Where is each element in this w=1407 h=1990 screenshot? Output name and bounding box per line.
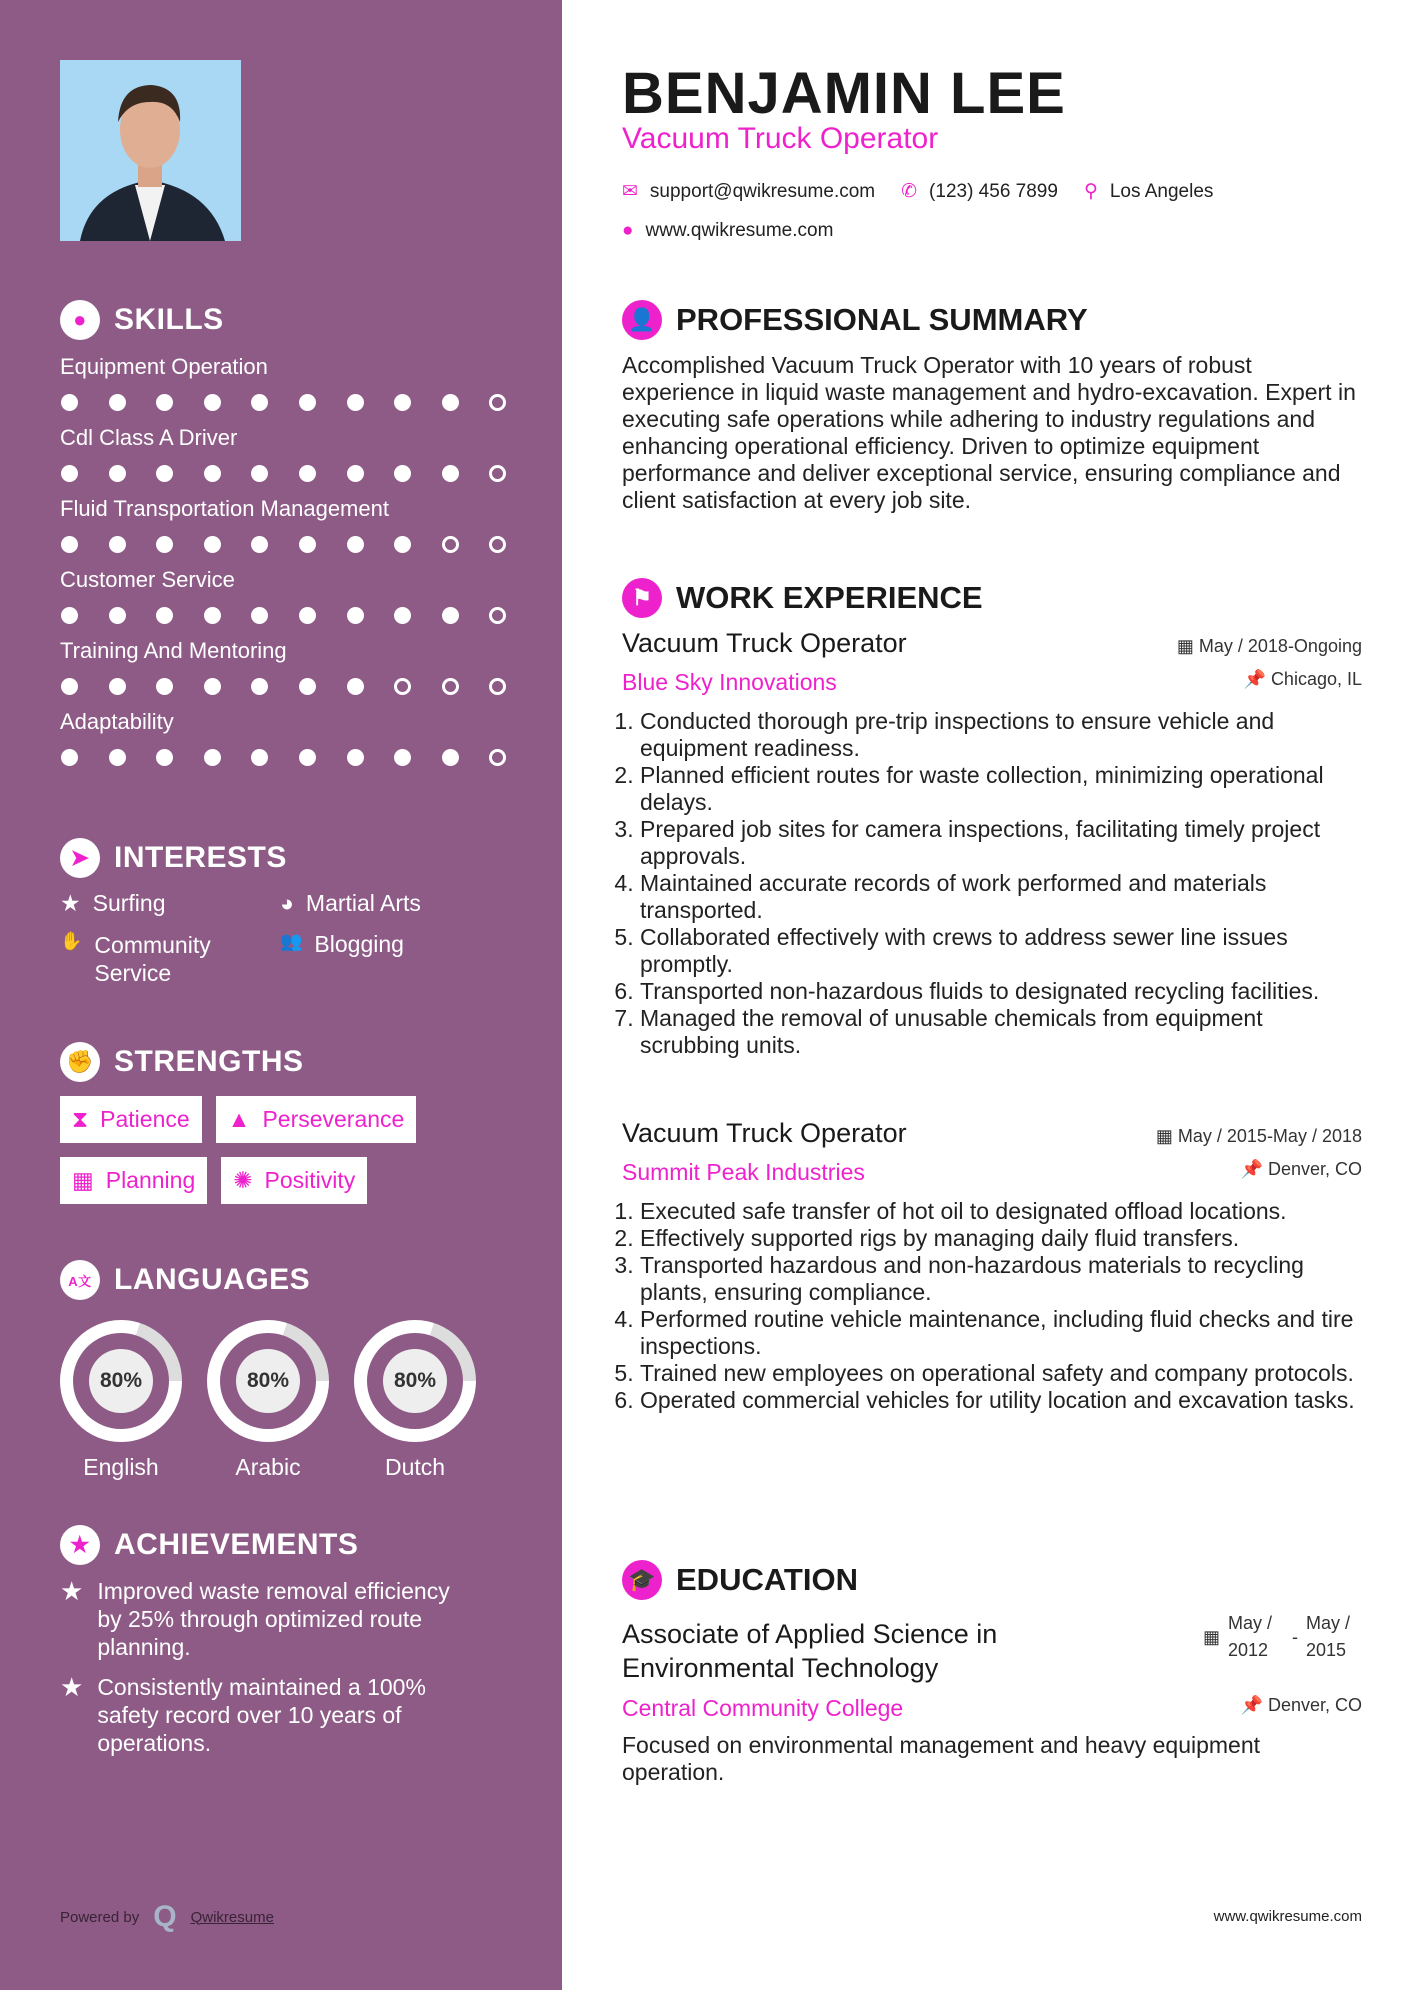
interests-heading: INTERESTS: [114, 841, 287, 874]
globe-icon: ◕: [280, 890, 294, 916]
job-bullet: 4. Performed routine vehicle maintenance, including fluid checks and tire inspections.: [640, 1306, 1362, 1360]
filled-dot: [109, 678, 126, 695]
pin-icon: 📌: [1243, 669, 1266, 689]
interest-item: [60, 931, 280, 987]
filled-dot: [347, 536, 364, 553]
filled-dot: [204, 536, 221, 553]
work-heading-text: WORK EXPERIENCE: [676, 580, 983, 615]
job-bullet: 1. Conducted thorough pre-trip inspections to ensure vehicle and equipment readiness.: [640, 708, 1362, 762]
job-entry: [622, 628, 1362, 1059]
language-item: [207, 1320, 329, 1481]
degree: Associate of Applied Science in Environmental Technology: [622, 1618, 998, 1683]
qwikresume-logo-icon: Q: [153, 1900, 177, 1933]
email[interactable]: support@qwikresume.com: [649, 180, 876, 202]
filled-dot: [109, 749, 126, 766]
filled-dot: [204, 394, 221, 411]
language-icon: A文: [60, 1260, 100, 1300]
phone: (123) 456 7899: [929, 180, 1058, 202]
skill-name: Equipment Operation: [60, 354, 268, 379]
star-icon: ★: [60, 1672, 84, 1702]
interest-label: Martial Arts: [305, 890, 421, 916]
skill-rating: [60, 678, 530, 695]
calendar-icon: ▦: [1176, 636, 1194, 656]
skill-name: Fluid Transportation Management: [60, 496, 389, 521]
profile-photo: [60, 60, 241, 241]
skill-rating: [60, 394, 530, 411]
strength-label: Patience: [100, 1106, 190, 1132]
language-progress-ring: [60, 1320, 182, 1442]
empty-dot: [442, 678, 459, 695]
strength-tag: [60, 1157, 207, 1204]
strength-label: Perseverance: [262, 1106, 405, 1132]
education-description: Focused on environmental management and heavy equipment operation.: [622, 1731, 1261, 1785]
interests-section: [60, 838, 530, 987]
job-dates: May / 2018-Ongoing: [1198, 636, 1362, 656]
skill-name: Customer Service: [60, 567, 235, 592]
interest-label: Blogging: [314, 931, 404, 957]
footer-website[interactable]: www.qwikresume.com: [1213, 1908, 1362, 1925]
location: Los Angeles: [1109, 180, 1214, 202]
filled-dot: [347, 607, 364, 624]
empty-dot: [489, 465, 506, 482]
filled-dot: [204, 607, 221, 624]
strength-tag: [221, 1157, 367, 1204]
calendar-icon: ▦: [1155, 1126, 1173, 1146]
job-bullets: [622, 708, 1362, 1059]
achievement-item: [60, 1673, 530, 1757]
edu-location: Denver, CO: [1267, 1694, 1362, 1715]
filled-dot: [442, 394, 459, 411]
graduate-icon: 🎓: [622, 1560, 662, 1600]
filled-dot: [394, 394, 411, 411]
chair-icon: ⚑: [622, 578, 662, 618]
filled-dot: [109, 394, 126, 411]
skill-rating: [60, 536, 530, 553]
job-location: Denver, CO: [1267, 1159, 1362, 1179]
filled-dot: [156, 394, 173, 411]
language-item: [60, 1320, 182, 1481]
achievement-item: [60, 1577, 530, 1661]
skills-section: [60, 300, 530, 766]
filled-dot: [109, 607, 126, 624]
interest-item: [280, 890, 520, 917]
school: Central Community College: [622, 1694, 904, 1721]
job-dates: May / 2015-May / 2018: [1177, 1126, 1362, 1146]
job-bullet: 3. Transported hazardous and non-hazardous materials to recycling plants, ensuring compliance.: [640, 1252, 1362, 1306]
job-bullet: 4. Maintained accurate records of work performed and materials transported.: [640, 870, 1362, 924]
job-location: Chicago, IL: [1270, 669, 1362, 689]
filled-dot: [299, 394, 316, 411]
star-icon: ★: [60, 890, 81, 916]
website[interactable]: www.qwikresume.com: [645, 220, 834, 241]
pin-icon: 📌: [1240, 1159, 1263, 1179]
skill-name: Training And Mentoring: [60, 638, 287, 663]
education-heading-text: EDUCATION: [676, 1562, 858, 1597]
languages-heading: LANGUAGES: [114, 1263, 311, 1296]
edu-start: May / 2012: [1228, 1613, 1273, 1660]
paper-plane-icon: ➤: [60, 838, 100, 878]
achievements-section: [60, 1525, 530, 1757]
empty-dot: [489, 607, 506, 624]
filled-dot: [156, 607, 173, 624]
powered-by-label: Powered by: [60, 1908, 140, 1926]
interest-item: [280, 931, 520, 987]
filled-dot: [251, 394, 268, 411]
location-icon: ⚲: [1083, 181, 1098, 202]
filled-dot: [251, 749, 268, 766]
strength-tag: [216, 1096, 417, 1143]
strength-label: Planning: [105, 1167, 196, 1193]
skill-rating: [60, 607, 530, 624]
education-entry: Associate of Applied Science in Environmental Technology ▦ May / 2012 - May / 2015 Central Community College 📌 Denver, CO Focused on environmental management and heavy equipment operation.: [622, 1610, 1362, 1786]
powered-by: [60, 1900, 274, 1934]
filled-dot: [394, 749, 411, 766]
skill-name: Adaptability: [60, 709, 174, 734]
filled-dot: [204, 465, 221, 482]
filled-dot: [61, 607, 78, 624]
star-badge-icon: ★: [60, 1525, 100, 1565]
strengths-section: [60, 1042, 530, 1204]
filled-dot: [299, 749, 316, 766]
job-bullet: 3. Prepared job sites for camera inspections, facilitating timely project approvals.: [640, 816, 1362, 870]
filled-dot: [299, 607, 316, 624]
interest-label: Community Service: [94, 932, 211, 986]
email-icon: ✉: [622, 181, 638, 202]
empty-dot: [489, 536, 506, 553]
summary-heading-text: PROFESSIONAL SUMMARY: [676, 302, 1088, 337]
user-icon: 👤: [622, 300, 662, 340]
calendar-icon: ▦: [72, 1167, 94, 1193]
filled-dot: [347, 678, 364, 695]
skill-name: Cdl Class A Driver: [60, 425, 238, 450]
filled-dot: [442, 607, 459, 624]
strength-label: Positivity: [264, 1167, 356, 1193]
candidate-name: BENJAMIN LEE: [622, 61, 1066, 126]
language-percent: 80%: [89, 1349, 153, 1413]
language-percent: 80%: [383, 1349, 447, 1413]
filled-dot: [156, 536, 173, 553]
sun-icon: ✺: [233, 1167, 253, 1193]
filled-dot: [347, 465, 364, 482]
language-item: [354, 1320, 476, 1481]
filled-dot: [442, 749, 459, 766]
hourglass-icon: ⧗: [72, 1106, 89, 1132]
lightbulb-icon: ●: [60, 300, 100, 340]
job-bullet: 6. Operated commercial vehicles for utility location and excavation tasks.: [640, 1387, 1362, 1414]
education-heading: [622, 1560, 858, 1600]
calendar-icon: ▦: [1202, 1626, 1220, 1647]
interest-label: Surfing: [92, 890, 166, 916]
filled-dot: [299, 536, 316, 553]
company: Blue Sky Innovations: [622, 669, 837, 695]
filled-dot: [394, 607, 411, 624]
summary-text: Accomplished Vacuum Truck Operator with 10 years of robust experience in liquid waste management and hydro-excavation. Expert in executing safe operations while adhering to industry regulations and enhancing operational efficiency. Driven to optimize equipment performance and deliver exceptional service, ensuring compliance and client satisfaction at every job site.: [622, 352, 1356, 513]
filled-dot: [394, 536, 411, 553]
summary-heading: [622, 300, 1088, 340]
filled-dot: [61, 678, 78, 695]
website-row: [622, 220, 833, 242]
job-entry: [622, 1118, 1362, 1414]
company: Summit Peak Industries: [622, 1159, 865, 1185]
language-name: Dutch: [384, 1454, 446, 1480]
road-icon: ▲: [227, 1106, 251, 1132]
users-icon: 👥: [280, 931, 303, 951]
skill-rating: [60, 465, 530, 482]
job-title: Vacuum Truck Operator: [622, 628, 907, 658]
language-name: Arabic: [235, 1454, 301, 1480]
globe-icon: ●: [622, 220, 634, 241]
filled-dot: [251, 607, 268, 624]
empty-dot: [489, 394, 506, 411]
job-bullet: 5. Collaborated effectively with crews to address sewer line issues promptly.: [640, 924, 1362, 978]
fist-icon: ✊: [60, 1042, 100, 1082]
achievements-heading: ACHIEVEMENTS: [114, 1528, 359, 1561]
empty-dot: [489, 678, 506, 695]
language-progress-ring: [207, 1320, 329, 1442]
language-progress-ring: [354, 1320, 476, 1442]
language-name: English: [83, 1454, 159, 1480]
achievement-text: Improved waste removal efficiency by 25% through optimized route planning.: [97, 1578, 450, 1660]
filled-dot: [394, 465, 411, 482]
filled-dot: [61, 536, 78, 553]
skill-rating: [60, 749, 530, 766]
filled-dot: [61, 394, 78, 411]
strength-tag: [60, 1096, 202, 1143]
filled-dot: [251, 465, 268, 482]
filled-dot: [299, 465, 316, 482]
language-percent: 80%: [236, 1349, 300, 1413]
pin-icon: 📌: [1240, 1694, 1263, 1715]
job-bullet: 7. Managed the removal of unusable chemicals from equipment scrubbing units.: [640, 1005, 1362, 1059]
job-bullet: 5. Trained new employees on operational safety and company protocols.: [640, 1360, 1362, 1387]
filled-dot: [299, 678, 316, 695]
filled-dot: [204, 749, 221, 766]
job-bullet: 2. Effectively supported rigs by managing daily fluid transfers.: [640, 1225, 1362, 1252]
interest-item: [60, 890, 280, 917]
sidebar: [0, 0, 562, 1990]
achievement-text: Consistently maintained a 100% safety record over 10 years of operations.: [97, 1674, 426, 1756]
filled-dot: [442, 465, 459, 482]
empty-dot: [489, 749, 506, 766]
job-bullets: [622, 1198, 1362, 1414]
filled-dot: [61, 465, 78, 482]
job-title: Vacuum Truck Operator: [622, 1118, 907, 1148]
languages-section: [60, 1260, 530, 1481]
job-title: Vacuum Truck Operator: [622, 122, 939, 155]
qwikresume-link[interactable]: Qwikresume: [190, 1908, 274, 1926]
filled-dot: [61, 749, 78, 766]
star-icon: ★: [60, 1576, 84, 1606]
edu-end: May / 2015: [1306, 1613, 1351, 1660]
filled-dot: [109, 465, 126, 482]
hand-icon: ✋: [60, 931, 83, 951]
filled-dot: [251, 536, 268, 553]
filled-dot: [204, 678, 221, 695]
job-bullet: 1. Executed safe transfer of hot oil to designated offload locations.: [640, 1198, 1362, 1225]
work-heading: [622, 578, 983, 618]
filled-dot: [109, 536, 126, 553]
filled-dot: [251, 678, 268, 695]
filled-dot: [347, 749, 364, 766]
phone-icon: ✆: [901, 181, 918, 202]
filled-dot: [156, 749, 173, 766]
empty-dot: [394, 678, 411, 695]
filled-dot: [156, 465, 173, 482]
filled-dot: [347, 394, 364, 411]
job-bullet: 2. Planned efficient routes for waste collection, minimizing operational delays.: [640, 762, 1362, 816]
job-bullet: 6. Transported non-hazardous fluids to designated recycling facilities.: [640, 978, 1362, 1005]
skills-heading: SKILLS: [114, 303, 224, 336]
empty-dot: [442, 536, 459, 553]
contact-row: [622, 180, 1213, 203]
strengths-heading: STRENGTHS: [114, 1045, 304, 1078]
filled-dot: [156, 678, 173, 695]
